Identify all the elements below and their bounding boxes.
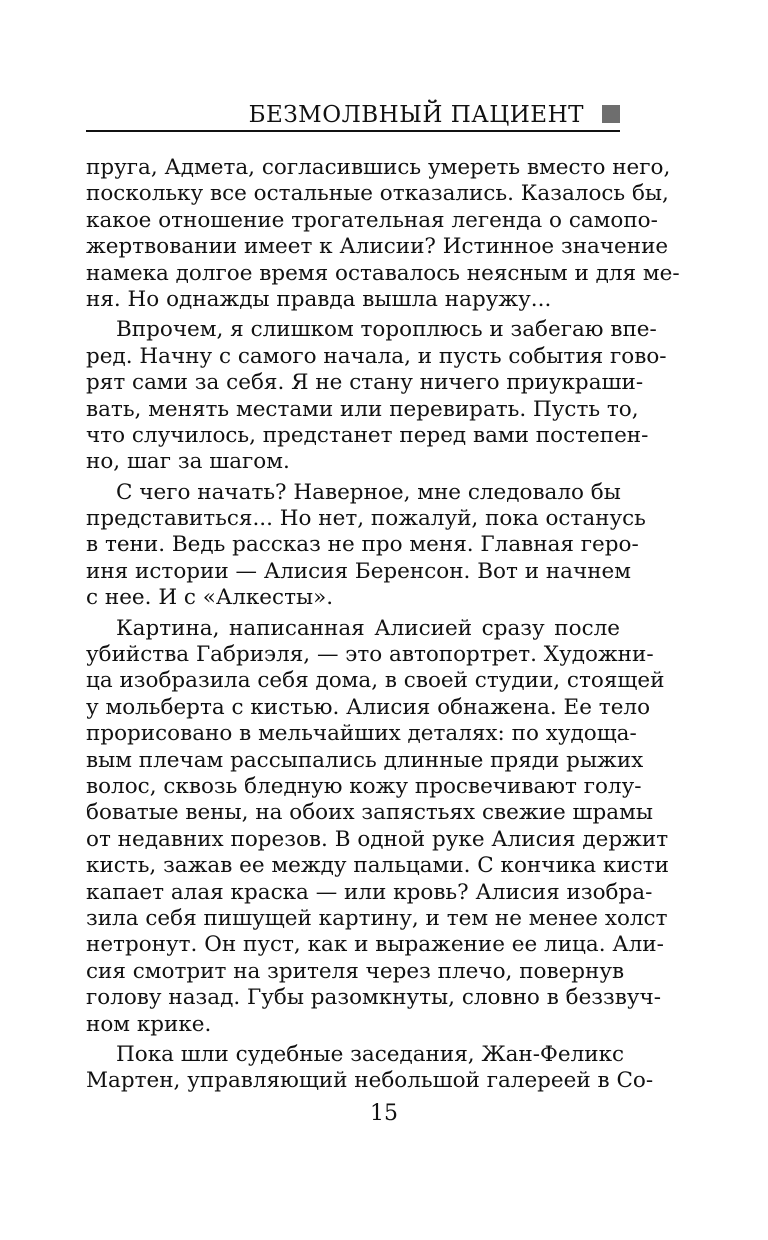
text-line: вым плечам рассыпались длинные пряди рыжих <box>86 747 644 773</box>
running-header <box>86 100 620 132</box>
text-line: но, шаг за шагом. <box>86 449 290 475</box>
paragraph <box>86 615 669 1038</box>
text-line: что случилось, предстанет перед вами постепен- <box>86 422 649 448</box>
text-line: жертвовании имеет к Алисии? Истинное значение <box>86 234 669 260</box>
paragraph <box>86 317 667 475</box>
text-line: С чего начать? Наверное, мне следовало бы <box>116 479 621 505</box>
body-text <box>86 155 680 1095</box>
text-line: рят сами за себя. Я не стану ничего приукраши- <box>86 370 644 396</box>
text-line: вать, менять местами или перевирать. Пусть то, <box>86 396 639 422</box>
text-line: ца изобразила себя дома, в своей студии, стоящей <box>86 668 665 694</box>
page-number: 15 <box>370 1101 398 1126</box>
text-line: волос, сквозь бледную кожу просвечивают голу- <box>86 773 642 799</box>
text-line: ред. Начну с самого начала, и пусть события гово- <box>86 343 667 369</box>
text-line: кисть, зажав ее между пальцами. С кончика кисти <box>86 853 669 879</box>
text-line: намека долгое время оставалось неясным и для ме- <box>86 260 680 286</box>
text-line: сия смотрит на зрителя через плечо, повернув <box>86 958 625 984</box>
text-line: ня. Но однажды правда вышла наружу... <box>86 286 552 312</box>
square-marker-icon <box>602 105 620 123</box>
text-line: у мольберта с кистью. Алисия обнажена. Ее тело <box>86 694 651 720</box>
text-line: иня истории — Алисия Беренсон. Вот и начнем <box>86 558 631 584</box>
running-title: БЕЗМОЛВНЫЙ ПАЦИЕНТ <box>248 102 584 128</box>
text-line: представиться... Но нет, пожалуй, пока останусь <box>86 506 646 532</box>
text-line: зила себя пишущей картину, и тем не менее холст <box>86 905 668 931</box>
paragraph <box>86 155 680 313</box>
paragraph <box>86 479 646 612</box>
text-line: Пока шли судебные заседания, Жан-Феликс <box>116 1041 625 1067</box>
text-line: боватые вены, на обоих запястьях свежие шрамы <box>86 800 653 826</box>
text-line: поскольку все остальные отказались. Казалось бы, <box>86 181 669 207</box>
text-line: прорисовано в мельчайших деталях: по худоща- <box>86 721 637 747</box>
text-line: Мартен, управляющий небольшой галереей в Со- <box>86 1068 654 1094</box>
text-line: убийства Габриэля, — это автопортрет. Художни- <box>86 642 654 668</box>
text-line: капает алая краска — или кровь? Алисия изобра- <box>86 879 653 905</box>
text-line: какое отношение трогательная легенда о самопо- <box>86 207 658 233</box>
text-line: Впрочем, я слишком тороплюсь и забегаю впе- <box>116 317 657 343</box>
text-line: Картина, написанная Алисией сразу после <box>116 615 620 641</box>
text-line: ном крике. <box>86 1011 212 1037</box>
text-line: в тени. Ведь рассказ не про меня. Главная геро- <box>86 532 639 558</box>
text-line: нетронут. Он пуст, как и выражение ее лица. Али- <box>86 932 664 958</box>
paragraph <box>86 1041 654 1095</box>
text-line: голову назад. Губы разомкнуты, словно в беззвуч- <box>86 985 661 1011</box>
text-line: пруга, Адмета, согласившись умереть вместо него, <box>86 155 671 180</box>
text-line: с нее. И с «Алкесты». <box>86 585 334 611</box>
text-line: от недавних порезов. В одной руке Алисия держит <box>86 826 669 852</box>
